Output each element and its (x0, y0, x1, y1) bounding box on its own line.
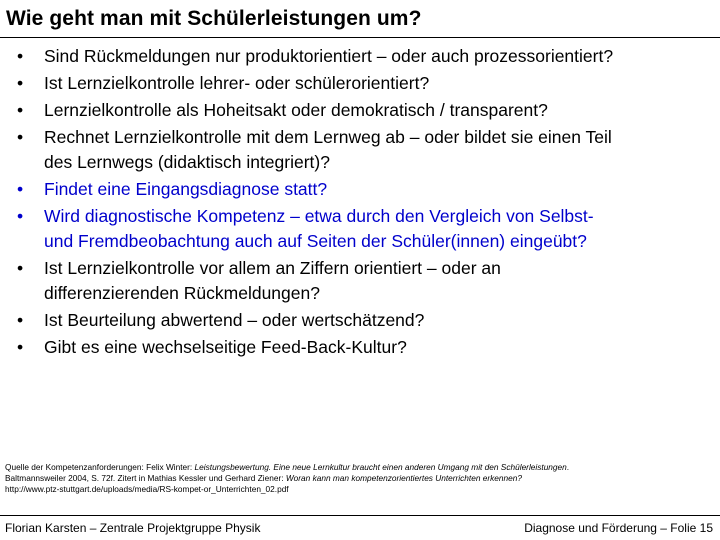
bullet-marker: • (17, 310, 24, 330)
bullet-item (0, 308, 720, 333)
source-line-2 (5, 473, 717, 484)
source-article-title: Woran kann man kompetenzorientiertes Unterrichten erkennen? (285, 473, 522, 483)
bullet-marker: • (17, 100, 24, 120)
bullet-marker: • (17, 179, 24, 199)
source-url: http://www.ptz-stuttgart.de/uploads/media/RS-kompet-or_Unterrichten_02.pdf (5, 484, 289, 494)
bullet-item (0, 71, 720, 96)
bullet-marker: • (17, 127, 24, 147)
source-prefix: Quelle der Kompetenzanforderungen: Felix Winter: (5, 462, 195, 472)
source-citation (5, 462, 717, 495)
bullet-text: Ist Beurteilung abwertend – oder wertschätzend? (44, 310, 425, 330)
bullet-item (0, 204, 720, 254)
title-divider (0, 37, 720, 38)
source-book-title: Leistungsbewertung. Eine neue Lernkultur braucht einen anderen Umgang mit den Schülerleistungen (194, 462, 567, 472)
bullet-text: Sind Rückmeldungen nur produktorientiert – oder auch prozessorientiert? (44, 46, 614, 66)
bullet-text: Rechnet Lernzielkontrolle mit dem Lernweg ab – oder bildet sie einen Teil des Lernwegs (didaktisch integriert)? (44, 127, 612, 172)
source-suffix: . (566, 462, 570, 472)
bullet-marker: • (17, 73, 24, 93)
bullet-item (0, 335, 720, 360)
bullet-marker: • (17, 258, 24, 278)
bullet-list (0, 44, 720, 362)
bullet-item (0, 125, 720, 175)
bullet-item (0, 256, 720, 306)
footer-slide-number: Diagnose und Förderung – Folie 15 (524, 521, 713, 535)
bullet-text: Ist Lernzielkontrolle vor allem an Ziffern orientiert – oder an differenzierenden Rückmeldungen? (44, 258, 501, 303)
footer-author: Florian Karsten – Zentrale Projektgruppe Physik (5, 521, 261, 535)
bullet-marker: • (17, 337, 24, 357)
bullet-marker: • (17, 206, 24, 226)
source-citation-prefix: Baltmannsweiler 2004, S. 72f. Zitert in Mathias Kessler und Gerhard Ziener: (5, 473, 286, 483)
bullet-text: Findet eine Eingangsdiagnose statt? (44, 179, 328, 199)
bullet-text: Gibt es eine wechselseitige Feed-Back-Kultur? (44, 337, 407, 357)
bullet-item (0, 177, 720, 202)
bullet-marker: • (17, 46, 24, 66)
bullet-text: Lernzielkontrolle als Hoheitsakt oder demokratisch / transparent? (44, 100, 548, 120)
slide-title: Wie geht man mit Schülerleistungen um? (6, 7, 422, 30)
bullet-item (0, 44, 720, 69)
bullet-item (0, 98, 720, 123)
footer-divider (0, 515, 720, 516)
bullet-text: Wird diagnostische Kompetenz – etwa durch den Vergleich von Selbst- und Fremdbeobachtung auch auf Seiten der Schüler(innen) eingeübt? (44, 206, 594, 251)
source-line-1 (5, 462, 717, 473)
bullet-text: Ist Lernzielkontrolle lehrer- oder schülerorientiert? (44, 73, 430, 93)
